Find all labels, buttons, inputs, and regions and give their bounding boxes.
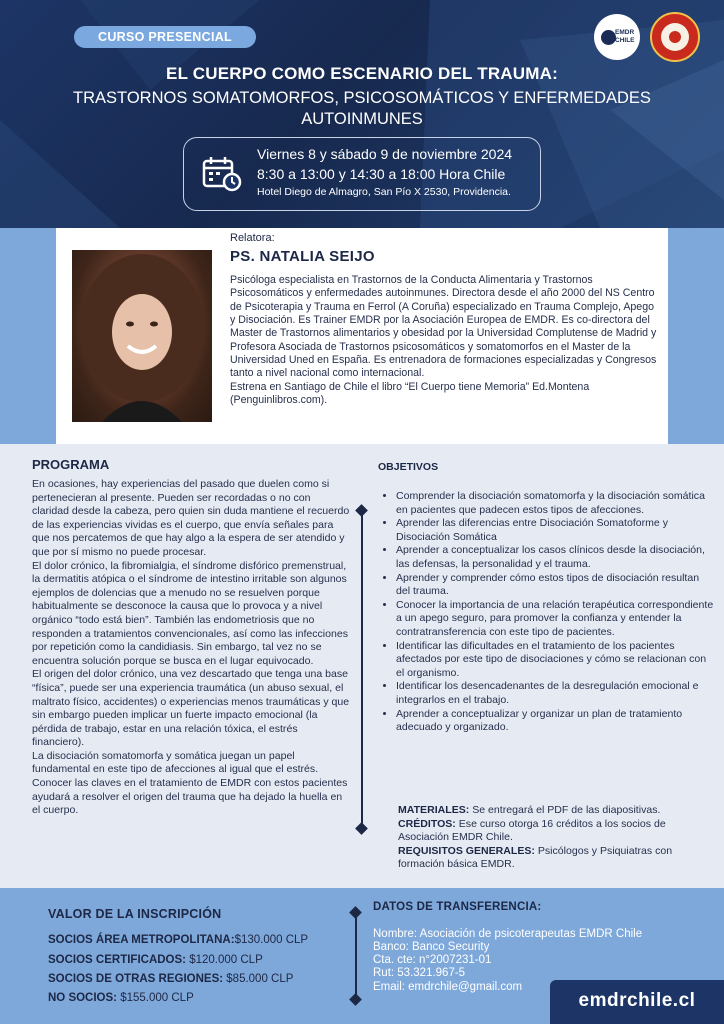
header-banner <box>0 0 724 228</box>
objective-item: • Identificar los desencadenantes de la desregulación emocional e integrarlos en el trabajo. <box>396 680 714 707</box>
side-band-left <box>0 228 56 444</box>
program-heading: PROGRAMA <box>32 457 110 472</box>
website-link[interactable]: emdrchile.cl <box>550 980 724 1024</box>
association-seal-logo <box>650 12 700 62</box>
emdr-chile-logo: EMDR CHILE <box>594 14 640 60</box>
objectives-heading: OBJETIVOS <box>378 461 439 473</box>
objective-item: • Comprender la disociación somatomorfa y la disociación somática en pacientes que padecen estos tipos de afecciones. <box>396 490 714 517</box>
materials-block: MATERIALES: Se entregará el PDF de las diapositivas. CRÉDITOS: Ese curso otorga 16 créditos a los socios de Asociación EMDR Chile. REQUISITOS GENERALES: Psicólogos y Psiquiatras con formación básica EMDR. <box>398 804 673 871</box>
course-subtitle: TRASTORNOS SOMATOMORFOS, PSICOSOMÁTICOS Y ENFERMEDADES AUTOINMUNES <box>73 89 651 128</box>
event-date: Viernes 8 y sábado 9 de noviembre 2024 <box>257 146 513 162</box>
price-heading: VALOR DE LA INSCRIPCIÓN <box>48 907 222 921</box>
objective-item: • Aprender a conceptualizar y organizar un plan de tratamiento adecuado y organizado. <box>396 708 714 735</box>
divider-diamond <box>355 822 368 835</box>
footer-divider <box>355 912 357 1000</box>
calendar-clock-icon <box>202 156 242 192</box>
event-place: Hotel Diego de Almagro, San Pío X 2530, Providencia. <box>257 186 511 198</box>
objective-item: • Aprender a conceptualizar los casos clínicos desde la disociación, las defensas, la personalidad y el trauma. <box>396 544 714 571</box>
column-divider <box>361 510 363 830</box>
price-row: SOCIOS ÁREA METROPOLITANA:$130.000 CLP <box>48 934 309 946</box>
objective-item: • Aprender y comprender cómo estos tipos de disociación resultan del trauma. <box>396 572 714 599</box>
transfer-line: Nombre: Asociación de psicoterapeutas EMDR Chile <box>373 928 643 940</box>
program-text: En ocasiones, hay experiencias del pasado que duelen como si pertenecieran al presente. Pueden ser recordadas o no con claridad desde la cabeza, pero quien sin duda mantiene el recuerdo de las experiencias vividas es el cuerpo, que envía señales para que nos percatemos de que hay algo a la espera de ser atendido y que por sí mismo no puede procesar. El dolor crónico, la fibromialgia, el síndrome disfórico premenstrual, la dermatitis atópica o el síndrome de intestino irritable son algunos ejemplos de dolencias que a menudo no se resuelven porque habitualmente se desconoce la causa que lo provoca y a nivel orgánico “todo está bien”. También las endometriosis que no responden a tratamientos convencionales, así como las infecciones por repetición como la candidiasis. Sin embargo, tal vez no se encuentra solución porque se busca en el lugar equivocado. El origen del dolor crónico, una vez descartado que tenga una base “física”, puede ser una experiencia traumática (un abuso sexual, el maltrato físico, accidentes) o experiencias menos traumáticas y que sin embargo pueden implicar un fuerte impacto emocional (la pérdida de trabajo, estar en una relación tóxica, el estrés financiero). La disociación somatomorfa y somática juegan un papel fundamental en este tipo de afecciones al igual que el estrés. Conocer las claves en el tratamiento de EMDR con estos pacientes ayudará a resolver el origen del trauma que ha dejado la huella en el cuerpo. <box>32 478 350 817</box>
divider-diamond <box>349 993 362 1006</box>
transfer-line: Banco: Banco Security <box>373 941 490 953</box>
speaker-bio: Psicóloga especialista en Trastornos de la Conducta Alimentaria y Trastornos Psicosomáticos y enfermedades autoinmunes. Directora desde el año 2000 del NS Centro de Psicoterapia y Trauma en Ferrol (A Coruña) especializado en Trauma Complejo, Apego y Disociación. Es Trainer EMDR por la Asociación Europea de EMDR. Es co-directora del Master de Trastornos alimentarios y obesidad por la Universidad Complutense de Madrid y Profesora Asociada de Trastornos psicosomáticos y somatomorfos en el Master de la Universidad Uned en España. Es entrenadora de formaciones especializadas y Congresos tanto a nivel nacional como internacional. Estrena en Santiago de Chile el libro “El Cuerpo tiene Memoria” Ed.Montena (Penguinlibros.com). <box>230 274 657 407</box>
objective-item: • Aprender las diferencias entre Disociación Somatoforme y Disociación Somática <box>396 517 714 544</box>
objectives-list <box>380 490 714 735</box>
price-row: SOCIOS DE OTRAS REGIONES: $85.000 CLP <box>48 973 294 985</box>
designer-credit <box>3 590 13 750</box>
transfer-line: Rut: 53.321.967-5 <box>373 967 466 979</box>
course-title: EL CUERPO COMO ESCENARIO DEL TRAUMA: <box>166 64 558 83</box>
speaker-name: PS. NATALIA SEIJO <box>230 248 375 265</box>
date-info-box <box>183 137 541 211</box>
transfer-email: Email: emdrchile@gmail.com <box>373 981 523 993</box>
footer-section <box>0 888 724 1024</box>
speaker-card <box>56 228 668 444</box>
price-row: SOCIOS CERTIFICADOS: $120.000 CLP <box>48 954 263 966</box>
program-section <box>0 444 724 888</box>
event-time: 8:30 a 13:00 y 14:30 a 18:00 Hora Chile <box>257 166 506 182</box>
course-type-badge: CURSO PRESENCIAL <box>74 26 256 48</box>
transfer-line: Cta. cte: n°2007231-01 <box>373 954 492 966</box>
objective-item: • Conocer la importancia de una relación terapéutica correspondiente a un apego seguro, para promover la confianza y entender la contratransferencia con este tipo de pacientes. <box>396 599 714 640</box>
price-row: NO SOCIOS: $155.000 CLP <box>48 992 194 1004</box>
speaker-book: Estrena en Santiago de Chile el libro “El Cuerpo tiene Memoria” Ed.Montena (Penguinlibros.com). <box>230 380 590 407</box>
speaker-label: Relatora: <box>230 232 275 244</box>
transfer-heading: DATOS DE TRANSFERENCIA: <box>373 901 542 913</box>
speaker-photo <box>72 250 212 422</box>
side-band-right <box>668 228 724 444</box>
objective-item: • Identificar las dificultades en el tratamiento de los pacientes afectados por este tipo de disociaciones y cómo se relacionan con el organismo. <box>396 640 714 681</box>
